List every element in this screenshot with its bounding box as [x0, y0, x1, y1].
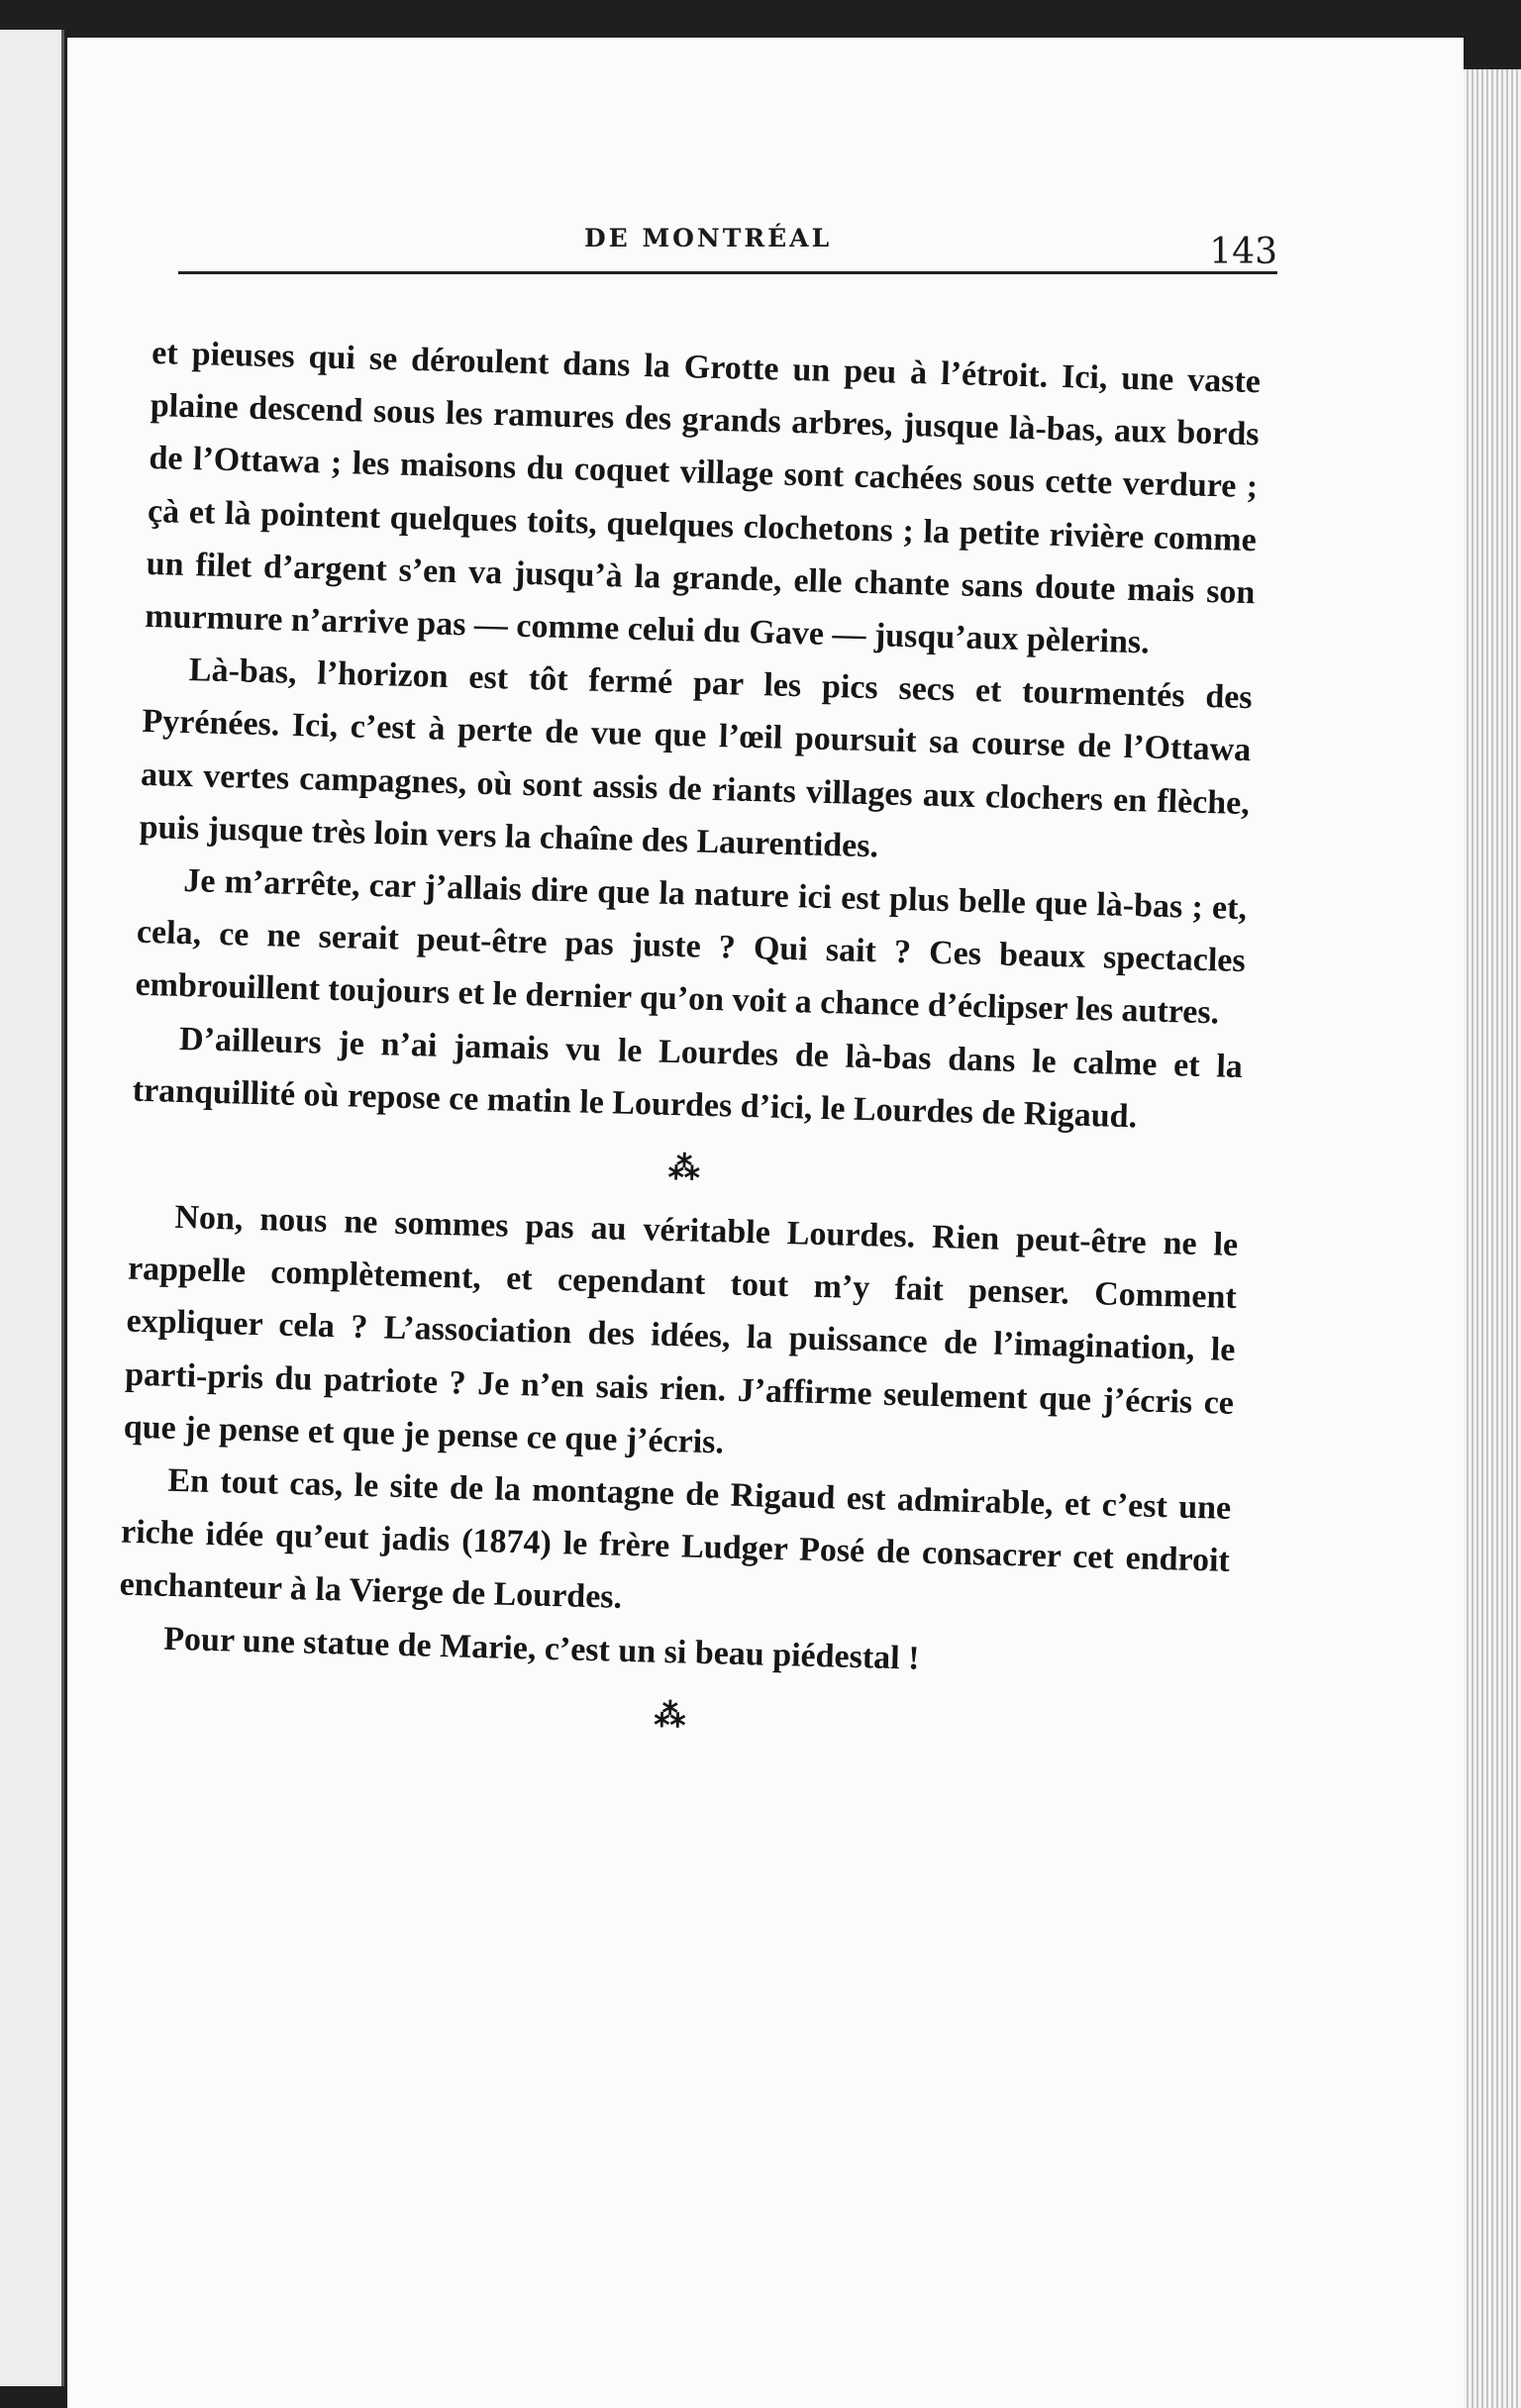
page-header	[178, 212, 1277, 321]
facing-page-edge	[0, 30, 64, 2386]
section-break-asterism-2: ⁂	[654, 1696, 688, 1734]
page-number: 143	[1209, 232, 1277, 272]
paragraph-3: Je m’arrête, car j’allais dire que la nature ici est plus belle que là-bas ; et, cela, ce ne serait peut-être pas juste ? Qui sait ? Ces beaux spectacles embrouillent toujours et le dernier qu’on voit a chance d’éclipser les autres.	[135, 862, 1248, 1032]
page-body	[116, 327, 1262, 1766]
paragraph-4: D’ailleurs je n’ai jamais vu le Lourdes de là-bas dans le calme et la tranquillité où repose ce matin le Lourdes d’ici, le Lourdes de Rigaud.	[132, 1020, 1244, 1136]
paragraph-7: Pour une statue de Marie, c’est un si beau piédestal !	[162, 1620, 920, 1677]
section-break-asterism: ⁂	[667, 1149, 703, 1186]
paragraph-1: et pieuses qui se déroulent dans la Grotte un peu à l’étroit. Ici, une vaste plaine descend sous les ramures des grands arbres, jusque là-bas, aux bords de l’Ottawa ; les maisons du coquet village sont cachées sous cette verdure ; çà et là pointent quelques toits, quelques clochetons ; la petite rivière comme un filet d’argent s’en va jusqu’à la grande, elle chante sans doute mais son murmure n’arrive pas — comme celui du Gave — jusqu’aux pèlerins.	[144, 334, 1262, 661]
page-stack-edge	[1464, 69, 1521, 2408]
paragraph-6: En tout cas, le site de la montagne de Rigaud est admirable, et c’est une riche idée qu’eut jadis (1874) le frère Ludger Posé de consacrer cet endroit enchanteur à la Vierge de Lourdes.	[119, 1461, 1232, 1617]
running-head: DE MONTRÉAL	[584, 224, 833, 252]
paragraph-5: Non, nous ne sommes pas au véritable Lourdes. Rien peut-être ne le rappelle complètement, et cependant tout m’y fait penser. Comment expliquer cela ? L’association des idées, la puissance de l’imagination, le parti-pris du patriote ? Je n’en sais rien. J’affirme seulement que j’écris ce que je pense et que je pense ce que j’écris.	[123, 1198, 1239, 1461]
header-rule	[178, 271, 1277, 274]
paragraph-2: Là-bas, l’horizon est tôt fermé par les pics secs et tourmentés des Pyrénées. Ici, c’est à perte de vue que l’œil poursuit sa course de l’Ottawa aux vertes campagnes, où sont assis de riants villages aux clochers en flèche, puis jusque très loin vers la chaîne des Laurentides.	[139, 652, 1254, 865]
